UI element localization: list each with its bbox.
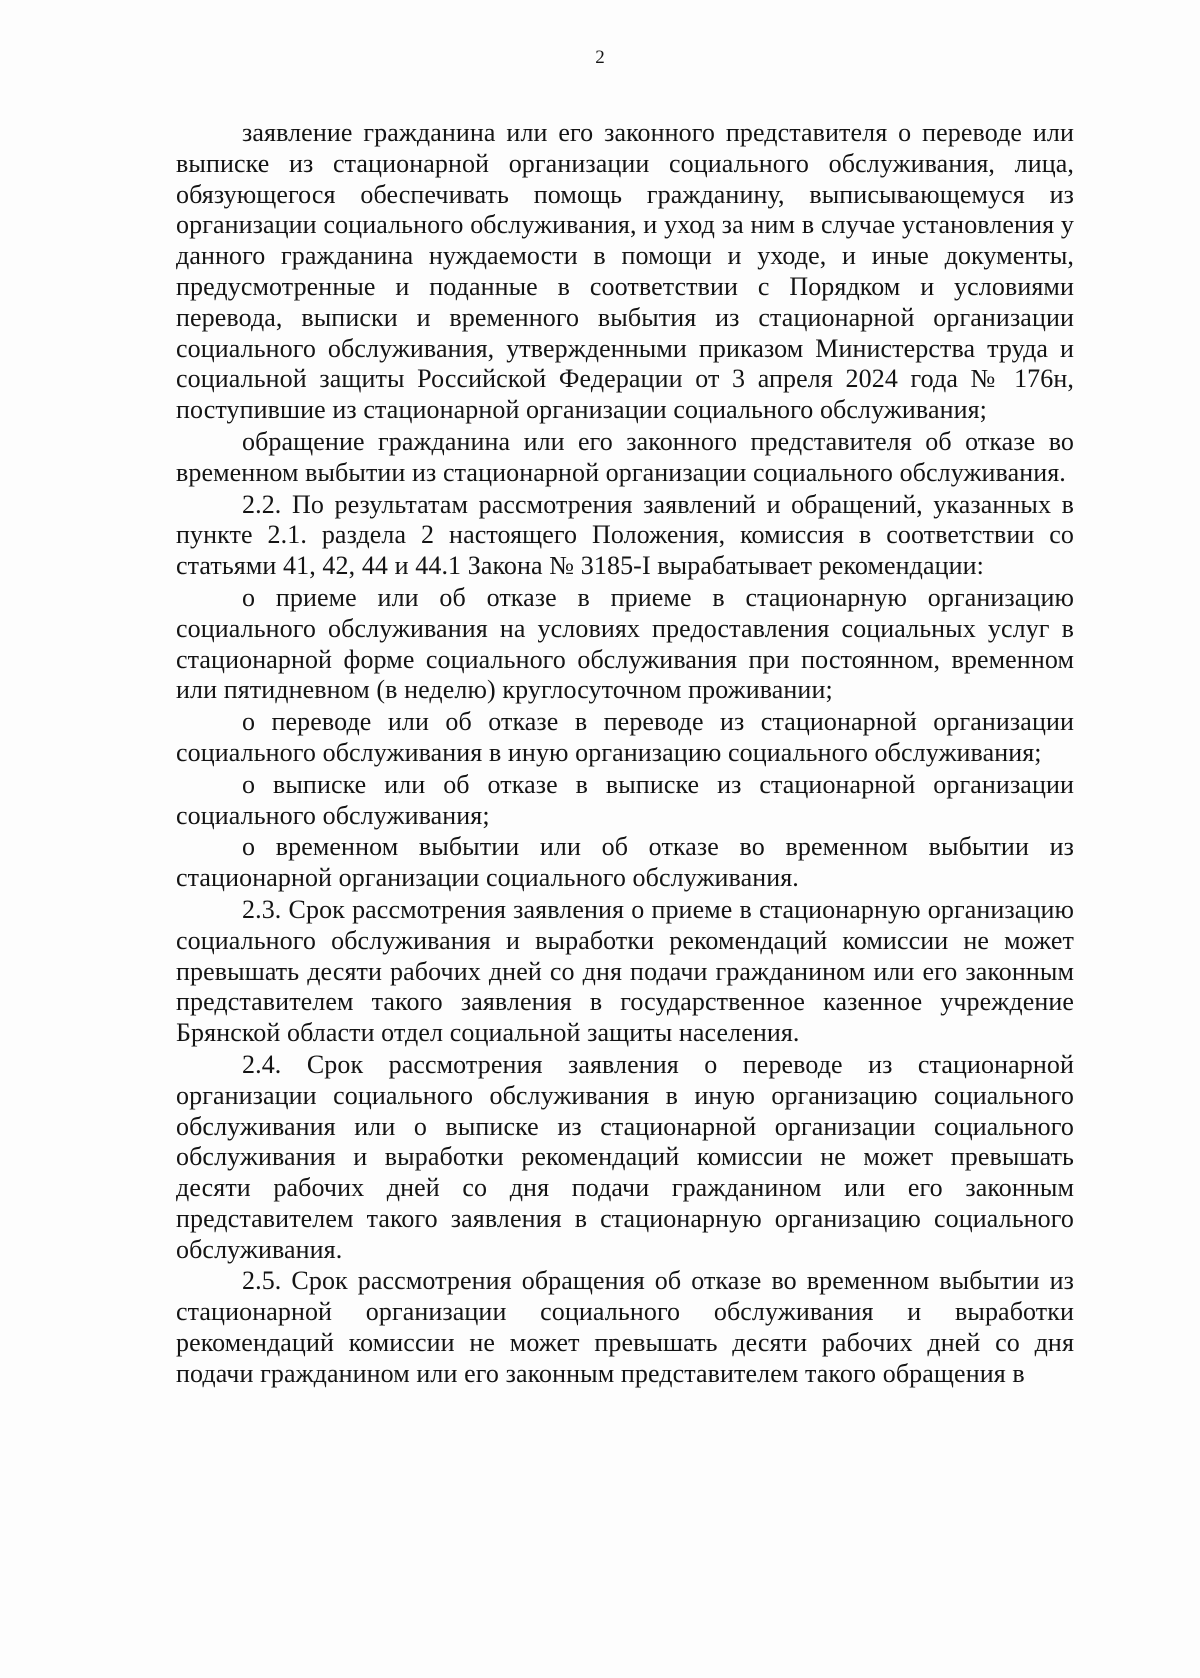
paragraph-2-2: 2.2. По результатам рассмотрения заявлений и обращений, указанных в пункте 2.1. раздела 2 настоящего Положения, комиссия в соответствии со статьями 41, 42, 44 и 44.1 Закона № 3185-I вырабатывает рекомендации: bbox=[176, 489, 1074, 581]
paragraph-appeal-temporary-absence: обращение гражданина или его законного представителя об отказе во временном выбытии из стационарной организации социального обслуживания. bbox=[176, 426, 1074, 487]
page-number: 2 bbox=[595, 47, 605, 68]
paragraph-2-4: 2.4. Срок рассмотрения заявления о переводе из стационарной организации социального обслуживания в иную организацию социального обслуживания или о выписке из стационарной организации социального обслуживания и выработки рекомендаций комиссии не может превышать десяти рабочих дней со дня подачи гражданином или его законным представителем такого заявления в стационарную организацию социального обслуживания. bbox=[176, 1049, 1074, 1264]
paragraph-2-5: 2.5. Срок рассмотрения обращения об отказе во временном выбытии из стационарной организации социального обслуживания и выработки рекомендаций комиссии не может превышать десяти рабочих дней со дня подачи гражданином или его законным представителем такого обращения в bbox=[176, 1266, 1074, 1388]
recommendation-transfer: о переводе или об отказе в переводе из стационарной организации социального обслуживания в иную организацию социального обслуживания; bbox=[176, 707, 1074, 767]
paragraph-2-3: 2.3. Срок рассмотрения заявления о приеме в стационарную организацию социального обслуживания и выработки рекомендаций комиссии не может превышать десяти рабочих дней со дня подачи гражданином или его законным представителем такого заявления в государственное казенное учреждение Брянской области отдел социальной защиты населения. bbox=[176, 894, 1074, 1048]
recommendation-discharge: о выписке или об отказе в выписке из стационарной организации социального обслуживания; bbox=[176, 769, 1074, 830]
recommendation-admission: о приеме или об отказе в приеме в стационарную организацию социального обслуживания на условиях предоставления социальных услуг в стационарной форме социального обслуживания при постоянном, временном или пятидневном (в неделю) круглосуточном проживании; bbox=[176, 582, 1074, 705]
paragraph-application-transfer-discharge: заявление гражданина или его законного представителя о переводе или выписке из стационарной организации социального обслуживания, лица, обязующегося обеспечивать помощь гражданину, выписывающемуся из организации социального обслуживания, и уход за ним в случае установления у данного гражданина нуждаемости в помощи и уходе, и иные документы, предусмотренные и поданные в соответствии с Порядком и условиями перевода, выписки и временного выбытия из стационарной организации социального обслуживания, утвержденными приказом Министерства труда и социальной защиты Российской Федерации от 3 апреля 2024 года № 176н, поступившие из стационарной организации социального обслуживания; bbox=[176, 118, 1074, 425]
recommendation-temporary-absence: о временном выбытии или об отказе во временном выбытии из стационарной организации социального обслуживания. bbox=[176, 832, 1074, 893]
document-body bbox=[176, 118, 1074, 1390]
